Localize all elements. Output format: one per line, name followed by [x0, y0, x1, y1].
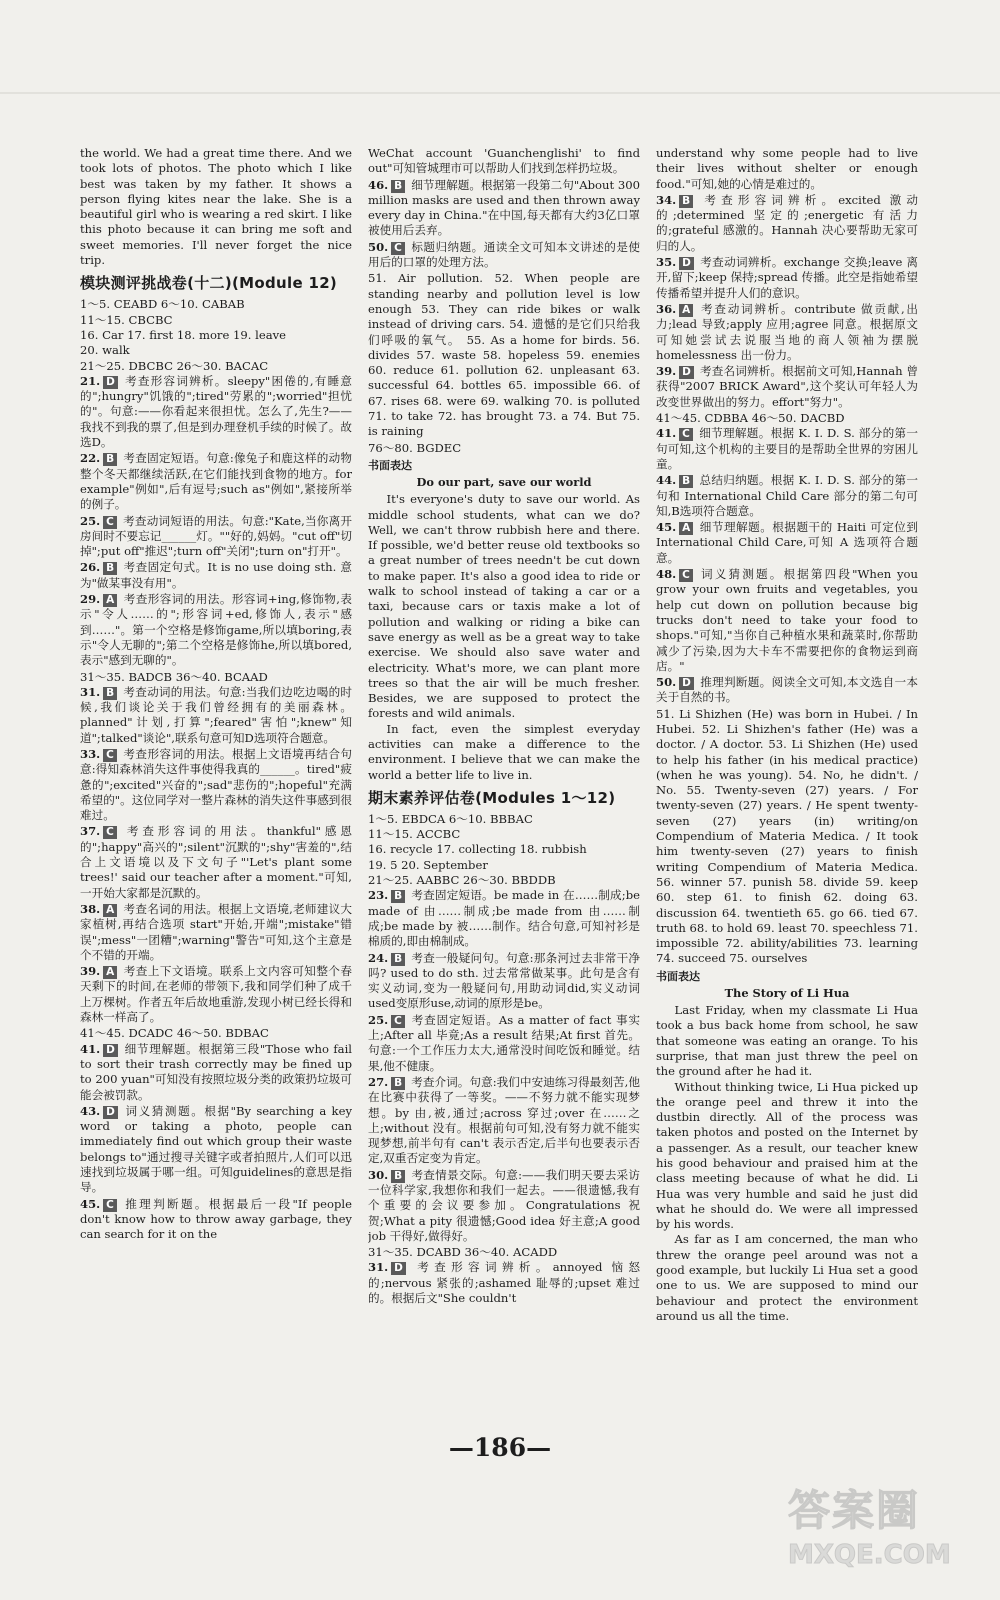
answer-item — [80, 514, 352, 560]
answer-line: 31～35. DCABD 36～40. ACADD — [368, 1245, 558, 1260]
answer-item — [368, 1260, 640, 1306]
model-essay — [656, 1003, 918, 1324]
watermark-logo-cn: 答案圈 — [788, 1486, 921, 1535]
answer-item — [656, 302, 918, 363]
answer-number: 39. — [656, 364, 677, 379]
answer-line: 41～45. DCADC 46～50. BDBAC — [80, 1026, 269, 1041]
answer-key-badge: B — [679, 195, 693, 208]
answer-key-badge: B — [391, 890, 405, 903]
answer-item — [656, 567, 918, 674]
answer-number: 50. — [656, 675, 677, 690]
answer-key-badge: C — [679, 428, 693, 441]
answer-key-badge: C — [679, 569, 693, 582]
watermark-logo-en: MXQE.COM — [788, 1540, 951, 1570]
answer-explanation: 考查固定句式。It is no use doing sth. 意为"做某事没有用"。 — [80, 560, 352, 590]
answer-number: 22. — [80, 451, 101, 466]
fill-in-answers: 51. Air pollution. 52. When people are standing nearby and pollution level is low enough 53. They can ride bikes or walk instead of driving cars. 54. 遗憾的是它们只给我们呼吸的氧气。 55. As a home for birds. 56. divides 57. waste 58. hopeless 59. enemies 60. reduce 61. pollution 62. unpleasant 63. successful 64. bottles 65. impossible 66. of 67. rises 68. were 69. walking 70. is polluted 71. to take 72. has brought 73. a 74. But 75. is raining — [368, 271, 640, 439]
answer-number: 26. — [80, 560, 101, 575]
answer-number: 34. — [656, 192, 677, 207]
answer-item — [80, 1104, 352, 1196]
answer-explanation: 考查形容词的用法。形容词+ing,修饰物,表示"令人……的";形容词+ed,修饰人,表示"感到……"。第一个空格是修饰game,所以填boring,表示"令人无聊的";第二个空格是修饰he,所以填bored,表示"感到无聊的"。 — [80, 592, 352, 668]
essay-paragraph: Without thinking twice, Li Hua picked up the orange peel and threw it into the dustbin directly. All of the process was taken photos and posted on the Internet by a passenger. As a result, our teacher knew his good behaviour and praised him at the class meeting because of what he did. Li Hua was very humble and said he just did what he should do. We were all impressed by his words. — [656, 1079, 918, 1232]
answer-item — [656, 473, 918, 519]
answer-number: 45. — [656, 520, 677, 535]
answer-explanation: 考查形容词辨析。annoyed 恼怒的;nervous 紧张的;ashamed 耻辱的;upset 难过的。根据后文"She couldn't — [368, 1260, 640, 1306]
answer-item — [368, 1013, 640, 1074]
essay-title: Do our part, save our world — [416, 474, 592, 489]
answer-key-badge: C — [103, 826, 117, 839]
answer-explanation: 细节理解题。根据第一段第二句"About 300 million masks are used and then thrown away every day in China."在中国,每天都有大约3亿口罩被使用后丢弃。 — [368, 177, 640, 238]
answer-key-badge: D — [103, 1044, 118, 1057]
answer-line: 11～15. CBCBC — [80, 312, 173, 327]
answer-explanation: 考查情景交际。句意:——我们明天要去采访一位科学家,我想你和我们一起去。——很遗憾,我有个重要的会议要参加。Congratulations 祝贺;What a pity 很遗憾;Good idea 好主意;A good job 干得好,做得好。 — [368, 1167, 640, 1243]
answer-item — [656, 520, 918, 566]
answer-explanation: 考查形容词辨析。excited 激动的;determined 坚定的;energetic 有活力的;grateful 感激的。Hannah 决心要帮助无家可归的人。 — [656, 192, 918, 253]
answer-line: 16. recycle 17. collecting 18. rubbish — [368, 842, 587, 857]
answer-item — [368, 240, 640, 271]
answer-item — [368, 951, 640, 1012]
answer-explanation: 考查介词。句意:我们中安迪练习得最刻苦,他在比赛中获得了一等奖。——不努力就不能实现梦想。by 由,被,通过;across 穿过;over 在……之上;without 没有。根据前句可知,没有努力就不能实现梦想,前半句有 can't 表示否定,后半句也要表示否定,双重否定变为肯定。 — [368, 1074, 640, 1166]
answer-line: 16. Car 17. first 18. more 19. leave — [80, 327, 287, 342]
essay-paragraph: In fact, even the simplest everyday activities can make a difference to the environment. I believe that we can make the world a better life to live in. — [368, 721, 640, 782]
answer-item — [368, 888, 640, 949]
answer-number: 23. — [368, 888, 389, 903]
answer-number: 39. — [80, 964, 101, 979]
answer-item — [656, 255, 918, 301]
answer-explanation: 标题归纳题。通读全文可知本文讲述的是使用后的口罩的处理方法。 — [368, 239, 640, 270]
answer-number: 29. — [80, 592, 101, 607]
answer-line: 76～80. BGDEC — [368, 440, 462, 455]
answer-number: 21. — [80, 373, 101, 388]
answer-key-badge: B — [103, 687, 117, 700]
answer-explanation: 考查固定短语。As a matter of fact 事实上;After all 毕竟;As a result 结果;At first 首先。句意:一个工作压力太大,通常没时间吃饭和睡觉。结果,他不健康。 — [368, 1012, 640, 1073]
answer-explanation: 推理判断题。阅读全文可知,本文选自一本关于自然的书。 — [656, 675, 918, 705]
answer-key-badge: B — [679, 475, 693, 488]
answer-key-badge: B — [391, 1077, 405, 1090]
answer-line: 11～15. ACCBC — [368, 827, 461, 842]
answer-key-badge: C — [391, 242, 405, 255]
answer-line: 1～5. CEABD 6～10. CABAB — [80, 297, 245, 312]
answer-explanation: 考查动词的用法。句意:当我们边吃边喝的时候,我们谈论关于我们曾经拥有的美丽森林。planned"计划,打算";feared"害怕";knew"知道";talked"谈论",联系句意可知D选项符合题意。 — [80, 684, 352, 745]
answer-key-badge: C — [103, 749, 117, 762]
answer-explanation: 考查一般疑问句。句意:那条河过去非常干净吗? used to do sth. 过去常常做某事。此句是含有实义动词,变为一般疑问句,用助动词did,实义动词used变原形use,动词的原形是be。 — [368, 950, 640, 1011]
section-title-final-exam: 期末素养评估卷(Modules 1～12) — [368, 788, 616, 807]
answer-explanation: 细节理解题。根据第三段"Those who fail to sort their trash correctly may be fined up to 200 yuan"可知没有按照垃圾分类的政策扔垃圾可能会被罚款。 — [80, 1041, 352, 1102]
fill-in-answers: 51. Li Shizhen (He) was born in Hubei. / In Hubei. 52. Li Shizhen's father (He) was a doctor. / A doctor. 53. Li Shizhen (He) used to help his father (in his medical practice) (when he was young). 54. No, he didn't. / No. 55. Twenty-seven (27) years. / For twenty-seven (27) years. / He spent twenty-seven (27) years (in) writing/on Compendium of Materia Medica. / It took him twenty-seven (27) years to finish writing Compendium of Materia Medica. 56. winner 57. punish 58. divide 59. keep 60. step 61. to finish 62. doing 63. discussion 64. twentieth 65. go 66. tied 67. truth 68. to hold 69. least 70. speechless 71. impossible 72. ability/abilities 73. learning 74. succeed 75. ourselves — [656, 706, 918, 966]
answer-explanation: 考查名词辨析。根据前文可知,Hannah 曾获得"2007 BRICK Award",这个奖认可年轻人为改变世界做出的努力。effort"努力"。 — [656, 364, 918, 409]
answer-line: 1～5. EBDCA 6～10. BBBAC — [368, 811, 533, 826]
answer-explanation: 考查动词短语的用法。句意:"Kate,当你离开房间时不要忘记______灯。""好的,妈妈。"cut off"切掉";put off"推迟";turn off"关闭";turn on"打开"。 — [80, 513, 352, 559]
answer-number: 36. — [656, 301, 677, 316]
answer-item — [368, 1168, 640, 1244]
answer-number: 38. — [80, 901, 101, 916]
answer-key-badge: A — [679, 522, 693, 535]
essay-paragraph: Last Friday, when my classmate Li Hua took a bus back home from school, he saw that someone was eating an orange. To his surprise, that man just threw the peel on the ground after he had it. — [656, 1003, 918, 1079]
answer-explanation: 考查动词辨析。exchange 交换;leave 离开,留下;keep 保持;spread 传播。此空是指她希望传播希望并提升人们的意识。 — [656, 255, 918, 300]
answer-key-badge: D — [679, 257, 694, 270]
page-number: —186— — [448, 1433, 552, 1462]
answer-key-badge: B — [103, 453, 117, 466]
answer-item — [80, 964, 352, 1025]
answer-item — [80, 451, 352, 512]
answer-number: 37. — [80, 824, 101, 839]
answer-item — [80, 560, 352, 591]
answer-key-badge: D — [391, 1262, 406, 1275]
model-essay — [368, 492, 640, 783]
column-middle — [368, 146, 640, 1402]
essay-paragraph: It's everyone's duty to save our world. As middle school students, what can we do? Well, we can't throw rubbish here and there. If possible, we'd better reuse old textbooks so a great number of trees needn't be cut down to make paper. It's also a good idea to ride or walk to school instead of taking a car or a taxi, because cars or taxis make a lot of pollution and walking or riding a bike can save energy as well as be a great way to take exercise. We should also save water and electricity. What's more, we can plant more trees so that the air will be much fresher. Besides, we are supposed to protect the forests and wild animals. — [368, 492, 640, 721]
answer-explanation: 考查名词的用法。根据上文语境,老师建议大家植树,再结合选项 start"开始,开端";mistake"错误";mess"一团糟";warning"警告"可知,这个主意是个不错的开端。 — [80, 901, 352, 962]
answer-key-badge: B — [391, 180, 405, 193]
answer-explanation: 考查固定短语。句意:像兔子和鹿这样的动物整个冬天都继续活跃,在它们能找到食物的地方。for example"例如",后有逗号;such as"例如",紧接所举的例子。 — [80, 451, 352, 512]
explanation-continuation: understand why some people had to live their lives without shelter or enough food."可知,她的心情是难过的。 — [656, 146, 918, 191]
answer-line: 21～25. DBCBC 26～30. BACAC — [80, 358, 269, 373]
answer-item — [80, 747, 352, 823]
answer-key-badge: A — [103, 904, 117, 917]
answer-number: 44. — [656, 473, 677, 488]
answer-key-badge: D — [103, 1106, 118, 1119]
answer-number: 33. — [80, 746, 101, 761]
answer-key-badge: D — [103, 376, 118, 389]
answer-number: 31. — [368, 1260, 389, 1275]
answer-line: 31～35. BADCB 36～40. BCAAD — [80, 669, 268, 684]
answer-key-badge: C — [103, 516, 117, 529]
answer-key-badge: A — [679, 304, 693, 317]
answer-number: 27. — [368, 1074, 389, 1089]
answer-number: 41. — [656, 426, 677, 441]
answer-key-badge: B — [391, 953, 405, 966]
answer-explanation: 总结归纳题。根据 K. I. D. S. 部分的第一句和 International Child Care 部分的第二句可知,B选项符合题意。 — [656, 473, 918, 518]
answer-item — [80, 592, 352, 668]
answer-explanation: 细节理解题。根据 K. I. D. S. 部分的第一句可知,这个机构的主要目的是帮助全世界的穷困儿童。 — [656, 426, 918, 471]
answer-number: 24. — [368, 950, 389, 965]
answer-explanation: 推理判断题。根据最后一段"If people don't know how to throw away garbage, they can search for it on the — [80, 1196, 352, 1242]
answer-key-badge: D — [679, 677, 694, 690]
essay-paragraph: As far as I am concerned, the man who threw the orange peel around was not a good example, but luckily Li Hua set a good one to us. We are supposed to mind our behaviour and protect the environment around us all the time. — [656, 1232, 918, 1323]
page-fold-line — [0, 92, 1000, 94]
answer-item — [80, 1197, 352, 1243]
answer-number: 45. — [80, 1196, 101, 1211]
answer-explanation: 词义猜测题。根据"By searching a key word or taking a photo, people can immediately find out which group their waste belongs to"通过搜寻关键字或者拍照片,人们可以迅速找到垃圾属于哪一组。可知guidelines的意思是指导。 — [80, 1103, 352, 1195]
answer-line: 19. 5 20. September — [368, 857, 488, 872]
answer-number: 48. — [656, 567, 677, 582]
answer-item — [80, 1042, 352, 1103]
answer-number: 30. — [368, 1167, 389, 1182]
answer-explanation: 考查形容词的用法。thankful"感恩的";happy"高兴的";silent"沉默的";shy"害羞的",结合上文语境以及下文句子"'Let's plant some trees!' said our teacher after a moment."可知,一开始大家都是沉默的。 — [80, 824, 352, 900]
answer-explanation: 细节理解题。根据题干的 Haiti 可定位到 International Child Care,可知 A 选项符合题意。 — [656, 520, 918, 565]
column-right — [656, 146, 918, 1378]
answer-line: 41～45. CDBBA 46～50. DACBD — [656, 411, 845, 426]
answer-number: 31. — [80, 684, 101, 699]
answer-line: 21～25. AABBC 26～30. BBDDB — [368, 873, 556, 888]
answer-explanation: 考查固定短语。be made in 在……制成;be made of 由……制成;be made from 由……制成;be made by 被……制作。结合句意,可知衬衫是棉质的,即由棉制成。 — [368, 888, 640, 949]
answer-number: 41. — [80, 1041, 101, 1056]
answer-key-badge: A — [103, 594, 117, 607]
answer-key-badge: C — [391, 1015, 405, 1028]
site-watermark-logo — [788, 1484, 968, 1588]
answer-key-badge: B — [391, 1170, 405, 1183]
explanation-continuation: WeChat account 'Guanchenglishi' to find out"可知管城理市可以帮助人们找到怎样扔垃圾。 — [368, 146, 640, 176]
column-left — [80, 146, 352, 1428]
essay-continuation: the world. We had a great time there. And we took lots of photos. The photo which I like best was taken by my father. It shows a person flying kites near the lake. She is a beautiful girl who is wearing a red skirt. I like this photo because it can bring me soft and sweet memories. I'll never forget the nice trip. — [80, 146, 352, 268]
answer-item — [368, 1075, 640, 1167]
answer-item — [80, 685, 352, 746]
answer-number: 25. — [80, 513, 101, 528]
answer-item — [80, 374, 352, 450]
writing-section-label: 书面表达 — [368, 458, 412, 472]
answer-explanation: 考查形容词辨析。sleepy"困倦的,有睡意的";hungry"饥饿的";tired"劳累的";worried"担忧的"。句意:——你看起来很担忧。怎么了,先生?——我找不到我的票了,但是到办理登机手续的时候了。故选D。 — [80, 373, 352, 450]
answer-item — [656, 193, 918, 254]
answer-explanation: 考查形容词的用法。根据上文语境再结合句意:得知森林消失这件事使得我真的______。tired"疲惫的";excited"兴奋的";sad"悲伤的";hopeful"充满希望的"。这位同学对一整片森林的消失这件事感到很难过。 — [80, 746, 352, 823]
answer-item — [80, 902, 352, 963]
answer-explanation: 词义猜测题。根据第四段"When you grow your own fruits and vegetables, you help cut down on pollution because big trucks don't need to take your food to shops."可知,"当你自己种植水果和蔬菜时,你帮助减少了污染,因为大卡车不需要把你的食物运到商店。" — [656, 567, 918, 673]
answer-number: 46. — [368, 177, 389, 192]
answer-explanation: 考查动词辨析。contribute 做贡献,出力;lead 导致;apply 应用;agree 同意。根据原文可知她尝试去说服当地的商人领袖为摆脱 homelessness 出一份力。 — [656, 301, 918, 362]
writing-section-label: 书面表达 — [656, 969, 700, 983]
answer-number: 25. — [368, 1012, 389, 1027]
answer-number: 35. — [656, 255, 677, 270]
answer-key-badge: A — [103, 966, 117, 979]
answer-number: 50. — [368, 239, 389, 254]
essay-title: The Story of Li Hua — [724, 985, 850, 1000]
answer-key-badge: B — [103, 562, 117, 575]
answer-item — [80, 824, 352, 900]
answer-key-badge: D — [679, 366, 694, 379]
answer-key-badge: C — [103, 1199, 117, 1212]
answer-number: 43. — [80, 1103, 101, 1118]
answer-item — [368, 178, 640, 239]
answer-explanation: 考查上下文语境。联系上文内容可知整个春天剩下的时间,在老师的带领下,我和同学们种了成千上万棵树。作者五年后故地重游,发现小树已经长得和森林一样高了。 — [80, 964, 352, 1025]
section-title-module-12: 模块测评挑战卷(十二)(Module 12) — [80, 274, 338, 293]
answer-item — [656, 675, 918, 706]
answer-line: 20. walk — [80, 343, 130, 358]
answer-item — [656, 426, 918, 472]
answer-item — [656, 364, 918, 410]
